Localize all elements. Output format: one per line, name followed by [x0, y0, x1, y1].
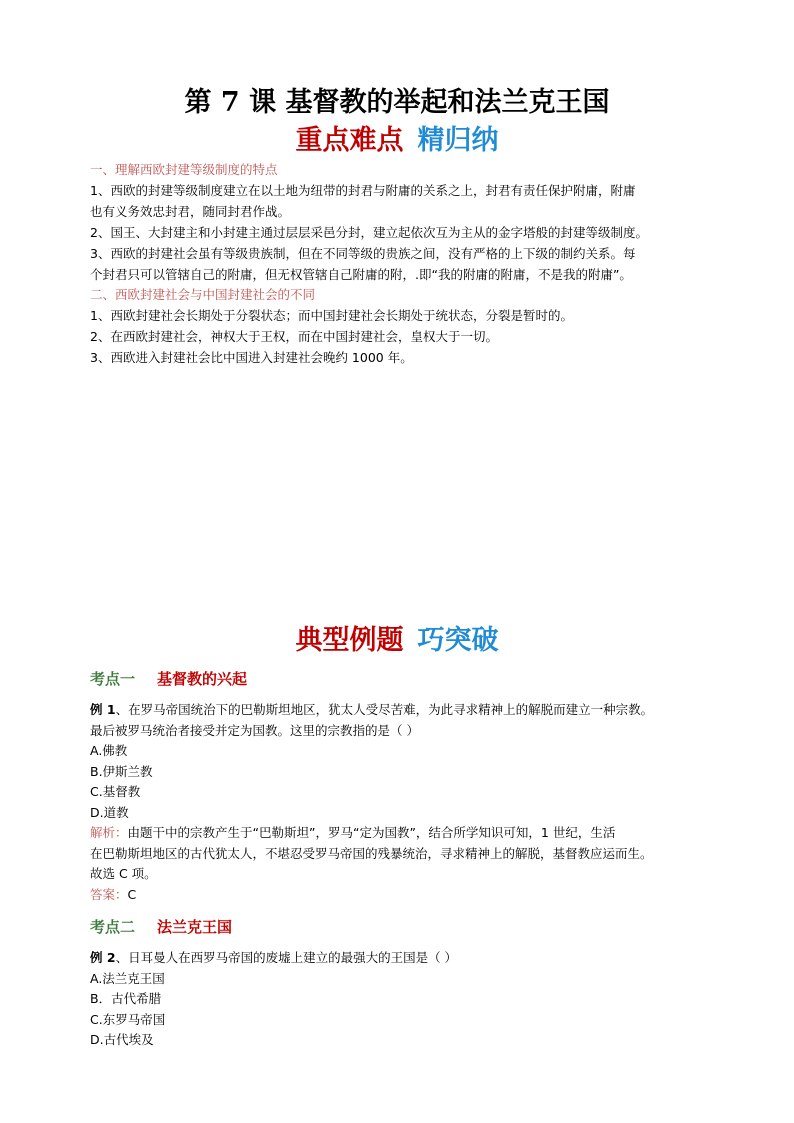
- section-banner-key-points: [0, 118, 794, 157]
- answer-value: C: [127, 886, 137, 902]
- kaodian-heading: [90, 916, 710, 938]
- kaodian-title: 基督教的兴起: [157, 670, 248, 688]
- option: D.古代埃及: [90, 1032, 154, 1047]
- banner-blue-text: 巧突破: [417, 625, 499, 656]
- banner-red-text: 典型例题: [295, 625, 404, 656]
- text-line: 3、西欧的封建社会虽有等级贵族制，但在不同等级的贵族之间，没有严格的上下级的制约关系。每: [90, 246, 636, 261]
- example-2: [90, 948, 710, 1051]
- option: D.道教: [90, 804, 129, 820]
- option: B.伊斯兰教: [90, 763, 153, 779]
- answer-line: [90, 885, 710, 906]
- analysis-label: 解析：: [90, 825, 128, 840]
- section-heading: 二、西欧封建社会与中国封建社会的不同: [90, 287, 316, 302]
- kaodian-1: [90, 668, 710, 690]
- section-feudal-hierarchy: [90, 160, 710, 368]
- text-line: 也有义务效忠封君，随同封君作战。: [90, 204, 291, 219]
- page-title: 第 7 课 基督教的举起和法兰克王国: [184, 87, 610, 118]
- kaodian-label: 考点二: [90, 918, 136, 936]
- kaodian-2: [90, 916, 710, 938]
- banner-red-text: 重点难点: [295, 125, 404, 156]
- text-line: 1、西欧的封建等级制度建立在以土地为纽带的封君与附庸的关系之上，封君有责任保护附庸，附庸: [90, 183, 636, 198]
- option: C.基督教: [90, 784, 141, 799]
- option: B．古代希腊: [90, 991, 162, 1006]
- text-line: 1、西欧封建社会长期处于分裂状态；而中国封建社会长期处于统状态，分裂是暂时的。: [90, 308, 573, 323]
- kaodian-label: 考点一: [90, 670, 136, 688]
- section-banner-examples: [0, 618, 794, 657]
- kaodian-heading: [90, 668, 710, 690]
- text-line: 2、在西欧封建社会，神权大于王权，而在中国封建社会，皇权大于一切。: [90, 329, 498, 344]
- analysis-line: 在巴勒斯坦地区的古代犹太人，不堪忍受罗马帝国的残暴统治，寻求精神上的解脱，基督教应运而生。: [90, 845, 653, 861]
- answer-label: 答案：: [90, 886, 128, 902]
- analysis-line: 解析：由题干中的宗教产生于“巴勒斯坦”，罗马“定为国教”，结合所学知识可知，1 世纪，生活: [90, 825, 616, 840]
- text-line: 3、西欧进入封建社会比中国进入封建社会晚约 1000 年。: [90, 350, 413, 365]
- kaodian-title: 法兰克王国: [157, 918, 233, 936]
- example-1: [90, 700, 710, 905]
- question-stem-line: 例 2、日耳曼人在西罗马帝国的废墟上建立的最强大的王国是（ ）: [90, 950, 458, 965]
- option: A.法兰克王国: [90, 970, 165, 986]
- option: A.佛教: [90, 743, 128, 758]
- text-line: 2、国王、大封建主和小封建主通过层层采邑分封，建立起依次互为主从的金字塔般的封建等级制度。: [90, 225, 648, 240]
- banner-blue-text: 精归纳: [417, 125, 499, 156]
- question-number: 例 2: [90, 950, 116, 965]
- question-stem-line: 最后被罗马统治者接受并定为国教。这里的宗教指的是（ ）: [90, 722, 419, 738]
- question-number: 例 1: [90, 702, 116, 717]
- section-heading: 一、理解西欧封建等级制度的特点: [90, 162, 278, 177]
- analysis-line: 故选 C 项。: [90, 866, 157, 881]
- option: C.东罗马帝国: [90, 1011, 166, 1027]
- question-stem-line: 例 1、在罗马帝国统治下的巴勒斯坦地区，犹太人受尽苦难，为此寻求精神上的解脱而建立一种宗教。: [90, 702, 654, 717]
- text-line: 个封君只可以管辖自己的附庸，但无权管辖自己附庸的附，.即“我的附庸的附庸，不是我的附庸”。: [90, 267, 632, 282]
